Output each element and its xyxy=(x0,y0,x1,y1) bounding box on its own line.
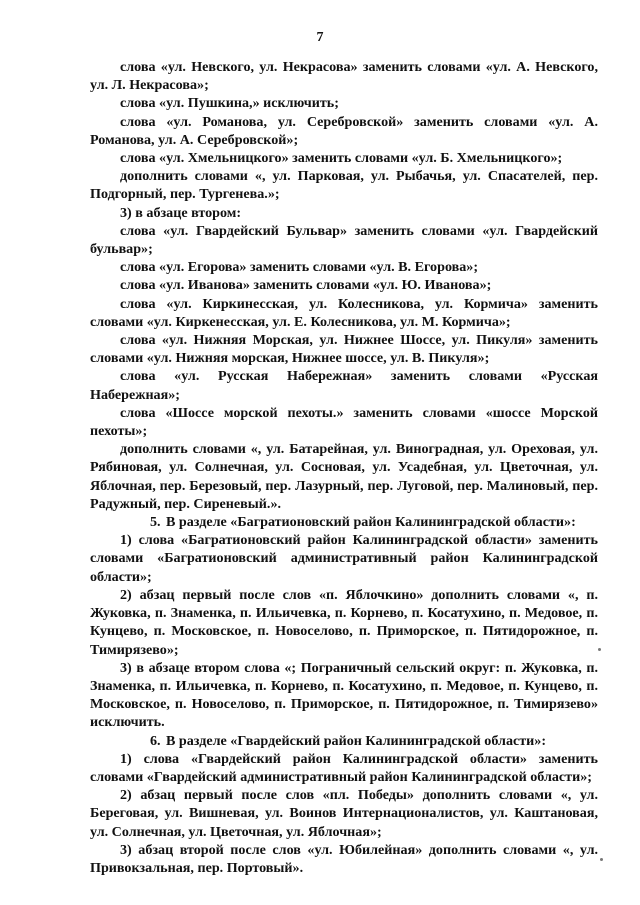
scan-speck xyxy=(598,648,601,651)
paragraph: слова «ул. Иванова» заменить словами «ул. Ю. Иванова»; xyxy=(120,277,492,294)
scan-speck xyxy=(600,858,603,861)
paragraph: слова «ул. Гвардейский Бульвар» заменить словами «ул. Гвардейский бульвар»; xyxy=(90,222,598,258)
section-title: В разделе «Гвардейский район Калининградской области»: xyxy=(166,732,547,749)
paragraph: слова «ул. Хмельницкого» заменить словами «ул. Б. Хмельницкого»; xyxy=(120,150,563,167)
section-heading xyxy=(90,513,598,531)
paragraph: дополнить словами «, ул. Батарейная, ул. Виноградная, ул. Ореховая, ул. Рябиновая, ул. Солнечная, ул. Сосновая, ул. Усадебная, ул. Цветочная, ул. Яблочная, пер. Березовый, пер. Лазурный, пер. Луговой, пер. Малиновый, пер. Радужный, пер. Сиреневый.». xyxy=(90,441,598,512)
section-number: 5. xyxy=(150,514,161,531)
section-title: В разделе «Багратионовский район Калининградской области»: xyxy=(166,514,576,531)
paragraph: 1) слова «Багратионовский район Калининградской области» заменить словами «Багратионовский административный район Калининградской области»; xyxy=(90,532,598,585)
section-heading xyxy=(90,732,598,750)
paragraph: 2) абзац первый после слов «пл. Победы» дополнить словами «, ул. Береговая, ул. Вишневая, ул. Воинов Интернационалистов, ул. Каштановая, ул. Солнечная, ул. Цветочная, ул. Яблочная»; xyxy=(90,787,598,840)
paragraph: слова «ул. Нижняя Морская, ул. Нижнее Шоссе, ул. Пикуля» заменить словами «ул. Нижняя морская, Нижнее шоссе, ул. В. Пикуля»; xyxy=(90,332,598,367)
paragraph: 3) в абзаце втором: xyxy=(120,204,242,221)
paragraph: слова «ул. Егорова» заменить словами «ул. В. Егорова»; xyxy=(120,259,479,276)
document-body xyxy=(90,58,598,877)
paragraph: слова «ул. Русская Набережная» заменить словами «Русская Набережная»; xyxy=(90,368,598,403)
paragraph: слова «ул. Невского, ул. Некрасова» заменить словами «ул. А. Невского, ул. Л. Некрасова»; xyxy=(90,59,598,94)
paragraph: 1) слова «Гвардейский район Калининградской области» заменить словами «Гвардейский административный район Калининградской области»; xyxy=(90,750,598,785)
paragraph: 3) абзац второй после слов «ул. Юбилейная» дополнить словами «, ул. Привокзальная, пер. Портовый». xyxy=(90,841,598,876)
paragraph: 2) абзац первый после слов «п. Яблочкино» дополнить словами «, п. Жуковка, п. Знаменка, п. Ильичевка, п. Корнево, п. Косатухино, п. Медовое, п. Кунцево, п. Московское, п. Новоселово, п. Приморское, п. Пятидорожное, п. Тимирязево»; xyxy=(90,586,598,658)
paragraph: дополнить словами «, ул. Парковая, ул. Рыбачья, ул. Спасателей, пер. Подгорный, пер. Тургенева.»; xyxy=(90,168,598,203)
paragraph: слова «ул. Пушкина,» исключить; xyxy=(120,95,339,112)
paragraph: 3) в абзаце втором слова «; Пограничный сельский округ: п. Жуковка, п. Знаменка, п. Ильичевка, п. Корнево, п. Косатухино, п. Медовое, п. Кунцево, п. Московское, п. Новоселово, п. Приморское, п. Пятидорожное, п. Тимирязево» исключить. xyxy=(90,659,598,731)
paragraph: слова «ул. Романова, ул. Серебровской» заменить словами «ул. А. Романова, ул. А. Серебровской»; xyxy=(90,113,598,148)
paragraph: слова «ул. Киркинесская, ул. Колесникова, ул. Кормича» заменить словами «ул. Киркенесская, ул. Е. Колесникова, ул. М. Кормича»; xyxy=(90,295,598,330)
page-number: 7 xyxy=(316,30,324,45)
section-number: 6. xyxy=(150,732,161,749)
paragraph: слова «Шоссе морской пехоты.» заменить словами «шоссе Морской пехоты»; xyxy=(90,404,598,440)
